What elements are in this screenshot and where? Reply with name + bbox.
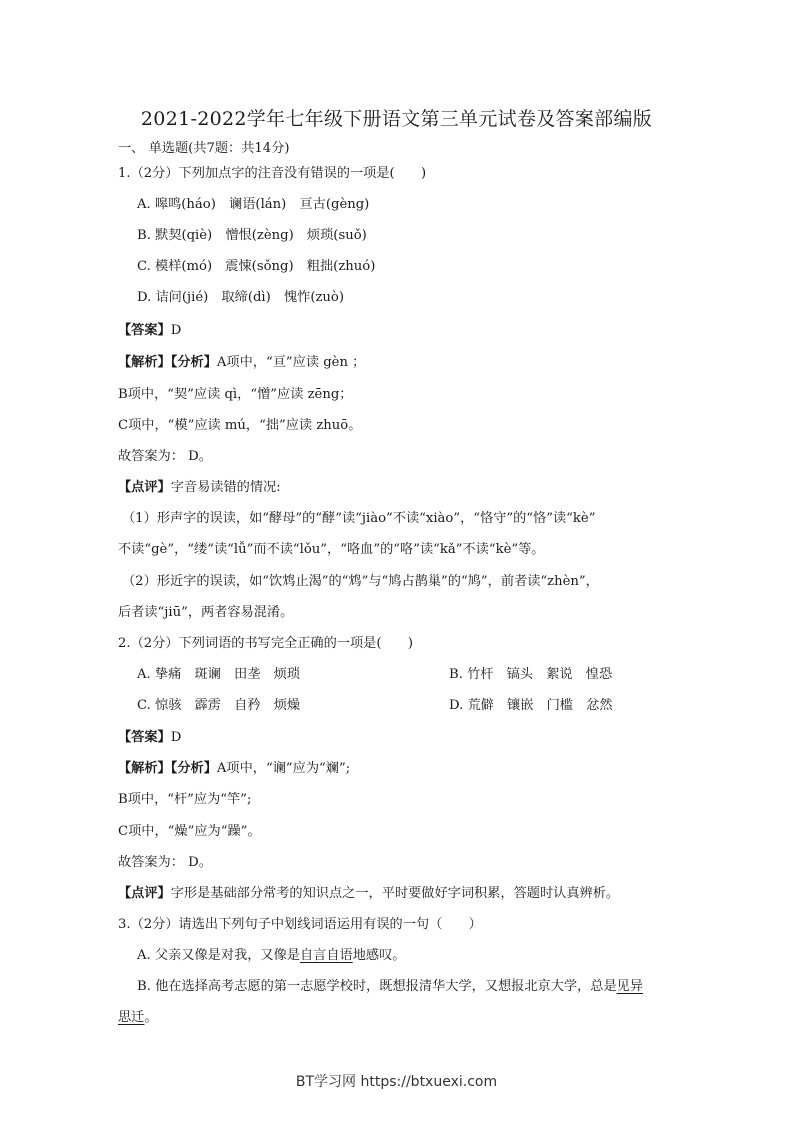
analysis-line: B项中，“杆”应为“竿”; <box>118 792 252 807</box>
comment-label: 【点评】 <box>118 480 171 495</box>
question-2-option-a: A. 挚痛 斑谰 田垄 烦琐 <box>137 667 300 682</box>
question-2-analysis <box>118 760 350 778</box>
question-1-option-c: C. 模样(mó) 震悚(sǒng) 粗拙(zhuó) <box>137 259 376 274</box>
comment-label: 【点评】 <box>118 886 171 901</box>
question-1-analysis <box>118 354 365 372</box>
analysis-line: 故答案为： D。 <box>118 449 212 464</box>
analysis-line: A项中，“谰”应为“斓”; <box>216 761 351 776</box>
question-3-option-b-continued <box>118 1009 158 1027</box>
analysis-label: 【解析】【分析】 <box>118 355 217 370</box>
analysis-line: C项中，“模”应读 mú，“拙”应读 zhuō。 <box>118 418 362 433</box>
section-heading: 一、 单选题(共7题：共14分) <box>118 141 290 156</box>
question-2-option-b: B. 竹杆 镐头 絮说 惶恐 <box>449 667 613 682</box>
question-2-option-c: C. 惊骇 霹雳 自矜 烦燥 <box>137 698 301 713</box>
question-2-stem: 2.（2分）下列词语的书写完全正确的一项是( ) <box>118 636 414 651</box>
question-1-option-b: B. 默契(qiè) 憎恨(zèng) 烦琐(suǒ) <box>137 228 367 243</box>
question-3-option-b <box>137 978 643 996</box>
answer-label: 【答案】 <box>118 323 171 338</box>
comment-line: 字形是基础部分常考的知识点之一，平时要做好字词积累，答题时认真辨析。 <box>170 886 620 901</box>
analysis-label: 【解析】【分析】 <box>118 761 217 776</box>
answer-value: D <box>170 323 182 338</box>
document-title: 2021-2022学年七年级下册语文第三单元试卷及答案部编版 <box>140 108 653 130</box>
option-text: 。 <box>144 1010 158 1025</box>
answer-label: 【答案】 <box>118 730 171 745</box>
question-2-answer <box>118 729 181 747</box>
comment-line: （1）形声字的误读，如“酵母”的“酵”读“jiào”不读“xiào”，“恪守”的“恪”读“kè” <box>122 511 596 526</box>
question-1-comment <box>118 479 281 497</box>
comment-line: 后者读“jiū”，两者容易混淆。 <box>118 605 294 620</box>
analysis-line: C项中，“燥”应为“躁”。 <box>118 824 261 839</box>
footer-watermark: BT学习网 https://btxuexi.com <box>295 1074 498 1090</box>
question-1-stem: 1.（2分）下列加点字的注音没有错误的一项是( ) <box>118 166 427 181</box>
question-3-option-a <box>137 947 405 965</box>
analysis-line: A项中，“亘”应读 gèn ； <box>216 355 366 370</box>
question-1-answer <box>118 322 181 340</box>
question-1-option-a: A. 嗥鸣(háo) 谰语(lán) 亘古(gèng) <box>137 197 370 212</box>
question-3-stem: 3.（2分）请选出下列句子中划线词语运用有误的一句（ ） <box>118 917 482 932</box>
question-2-option-d: D. 荒僻 镶嵌 门槛 忿然 <box>449 698 613 713</box>
analysis-line: B项中，“契”应读 qì，“憎”应读 zēng； <box>118 387 353 402</box>
comment-line: 字音易读错的情况: <box>170 480 281 495</box>
comment-line: 不读“gè”，“缕”读“lǚ”而不读“lǒu”，“咯血”的“咯”读“kǎ”不读“kè”等。 <box>118 542 545 557</box>
answer-value: D <box>170 730 182 745</box>
comment-line: （2）形近字的误读，如“饮鸩止渴”的“鸩”与“鸠占鹊巢”的“鸠”，前者读“zhèn”， <box>122 574 599 589</box>
question-2-comment <box>118 885 619 903</box>
option-text: B. 他在选择高考志愿的第一志愿学校时，既想报清华大学，又想报北京大学，总是 <box>137 979 617 994</box>
underlined-phrase: 自言自语 <box>299 948 353 963</box>
underlined-phrase: 思迁 <box>118 1010 145 1025</box>
option-text: 地感叹。 <box>352 948 406 963</box>
question-1-option-d: D. 诘问(jié) 取缔(dì) 愧怍(zuò) <box>137 290 345 305</box>
analysis-line: 故答案为： D。 <box>118 855 212 870</box>
option-text: A. 父亲又像是对我，又像是 <box>137 948 300 963</box>
underlined-phrase: 见异 <box>616 979 644 994</box>
